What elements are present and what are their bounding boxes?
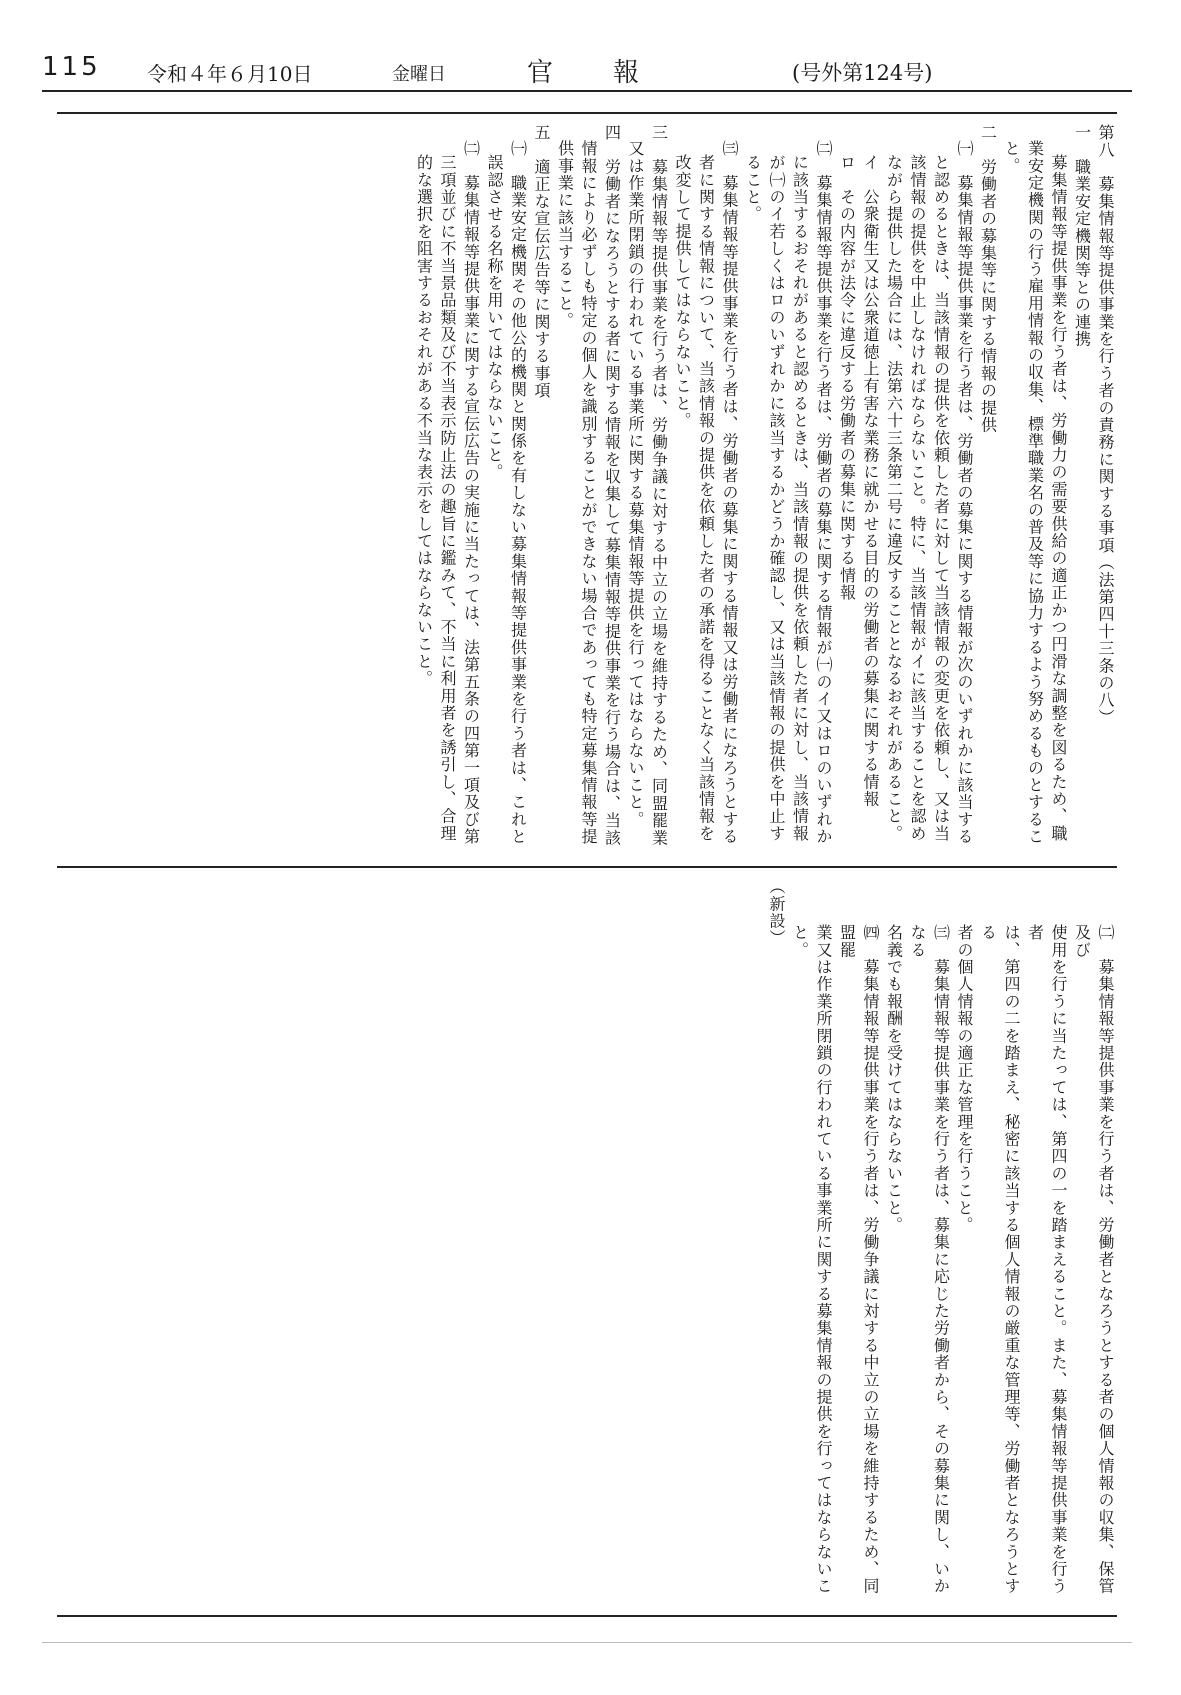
page-footer-line	[42, 1642, 1132, 1643]
text-line: 三 募集情報等提供事業を行う者は、労働争議に対する中立の立場を維持するため、同盟罷業	[649, 124, 669, 847]
text-line: 者に関する情報について、当該情報の提供を依頼した者の承諾を得ることなく当該情報を	[696, 154, 716, 842]
text-line: 五 適正な宣伝広告等に関する事項	[532, 124, 551, 400]
text-line: と認めるときは、当該情報の提供を依頼した者に対して当該情報の変更を依頼し、又は当	[931, 154, 951, 842]
vertical-text-block	[57, 878, 1117, 1603]
gazette-header	[42, 50, 1132, 92]
text-line: 者の個人情報の適正な管理を行うこと。	[955, 924, 974, 1234]
text-line: に該当するおそれがあると認めるときは、当該情報の提供を依頼した者に対し、当該情報	[790, 154, 810, 842]
text-line: と。	[1002, 140, 1021, 175]
text-line: 募集情報等提供事業を行う者は、労働力の需要供給の適正かつ円滑な調整を図るため、職	[1049, 154, 1068, 842]
revised-text-panel	[57, 124, 1117, 854]
text-line: 名義でも報酬を受けてはならないこと。	[884, 924, 904, 1234]
text-line: 又は作業所閉鎖の行われている事業所に関する募集情報等提供を行ってはならないこと。	[626, 140, 645, 828]
text-line: 的な選択を阻害するおそれがある不当な表示をしてはならないこと。	[414, 154, 434, 688]
text-line: ㈠ 募集情報等提供事業を行う者は、労働者の募集に関する情報が次のいずれかに該当する	[955, 140, 974, 846]
original-text-panel	[57, 878, 1117, 1603]
text-line: と。	[790, 924, 810, 959]
text-line: ㈣ 募集情報等提供事業を行う者は、労働争議に対する中立の立場を維持するため、同盟罷	[837, 924, 880, 1595]
text-line: 誤認させる名称を用いてはならないこと。	[485, 154, 504, 481]
text-line: 三項並びに不当景品類及び不当表示防止法の趣旨に鑑みて、不当に利用者を誘引し、合理	[438, 154, 457, 842]
middle-divider	[57, 866, 1117, 868]
text-line: ロ その内容が法令に違反する労働者の募集に関する情報	[837, 154, 857, 602]
text-line: 供事業に該当すること。	[555, 140, 575, 330]
top-divider	[57, 112, 1117, 114]
text-line: ㈡ 募集情報等提供事業を行う者は、労働者となろうとする者の個人情報の収集、保管及び	[1072, 924, 1115, 1595]
text-line: 情報により必ずしも特定の個人を識別することができない場合であっても特定募集情報等提	[579, 140, 598, 846]
page-number: 115	[42, 52, 101, 82]
gazette-title: 官報	[527, 58, 700, 88]
text-line: 業又は作業所閉鎖の行われている事業所に関する募集情報の提供を行ってはならないこ	[814, 924, 833, 1595]
text-line: ㈡ 募集情報等提供事業に関する宣伝広告の実施に当たっては、法第五条の四第一項及び第	[461, 140, 481, 846]
text-line: （新設）	[767, 878, 786, 947]
bottom-divider	[57, 1615, 1117, 1617]
issue-date: 令和４年６月10日	[147, 62, 313, 86]
text-line: 業安定機関の行う雇用情報の収集、標準職業名の普及等に協力するよう努めるものとするこ	[1025, 140, 1045, 846]
text-line: ること。	[743, 154, 763, 223]
issue-number: (号外第124号)	[792, 61, 933, 85]
text-line: 改変して提供してはならないこと。	[673, 154, 692, 430]
text-line: 二 労働者の募集等に関する情報の提供	[978, 124, 998, 434]
text-line: が㈠のイ若しくはロのいずれかに該当するかどうか確認し、又は当該情報の提供を中止す	[767, 154, 786, 842]
text-line: ㈠ 職業安定機関その他公的機関と関係を有しない募集情報等提供事業を行う者は、これと	[508, 140, 528, 846]
text-line: 四 労働者になろうとする者に関する情報を収集して募集情報等提供事業を行う場合は、当該	[602, 124, 622, 847]
text-line: 一 職業安定機関等との連携	[1072, 124, 1092, 348]
text-line: 第八 募集情報等提供事業を行う者の責務に関する事項（法第四十三条の八）	[1096, 124, 1115, 726]
text-line: ㈡ 募集情報等提供事業を行う者は、労働者の募集に関する情報が㈠のイ又はロのいずれか	[814, 140, 833, 846]
text-line: 使用を行うに当たっては、第四の一を踏まえること。また、募集情報等提供事業を行う者	[1025, 924, 1068, 1595]
text-line: イ 公衆衛生又は公衆道徳上有害な業務に就かせる目的の労働者の募集に関する情報	[861, 154, 880, 808]
text-line: ながら提供した場合には、法第六十三条第二号に違反することとなるおそれがあること。	[884, 154, 904, 842]
text-line: 該情報の提供を中止しなければならないこと。特に、当該情報がイに該当することを認め	[908, 154, 927, 842]
weekday: 金曜日	[392, 64, 446, 85]
text-line: は、第四の二を踏まえ、秘密に該当する個人情報の厳重な管理等、労働者となろうとする	[978, 924, 1021, 1595]
vertical-text-block	[57, 124, 1117, 854]
text-line: ㈢ 募集情報等提供事業を行う者は、労働者の募集に関する情報又は労働者になろうとする	[720, 140, 739, 846]
text-line: ㈢ 募集情報等提供事業を行う者は、募集に応じた労働者から、その募集に関し、いかなる	[908, 924, 951, 1595]
